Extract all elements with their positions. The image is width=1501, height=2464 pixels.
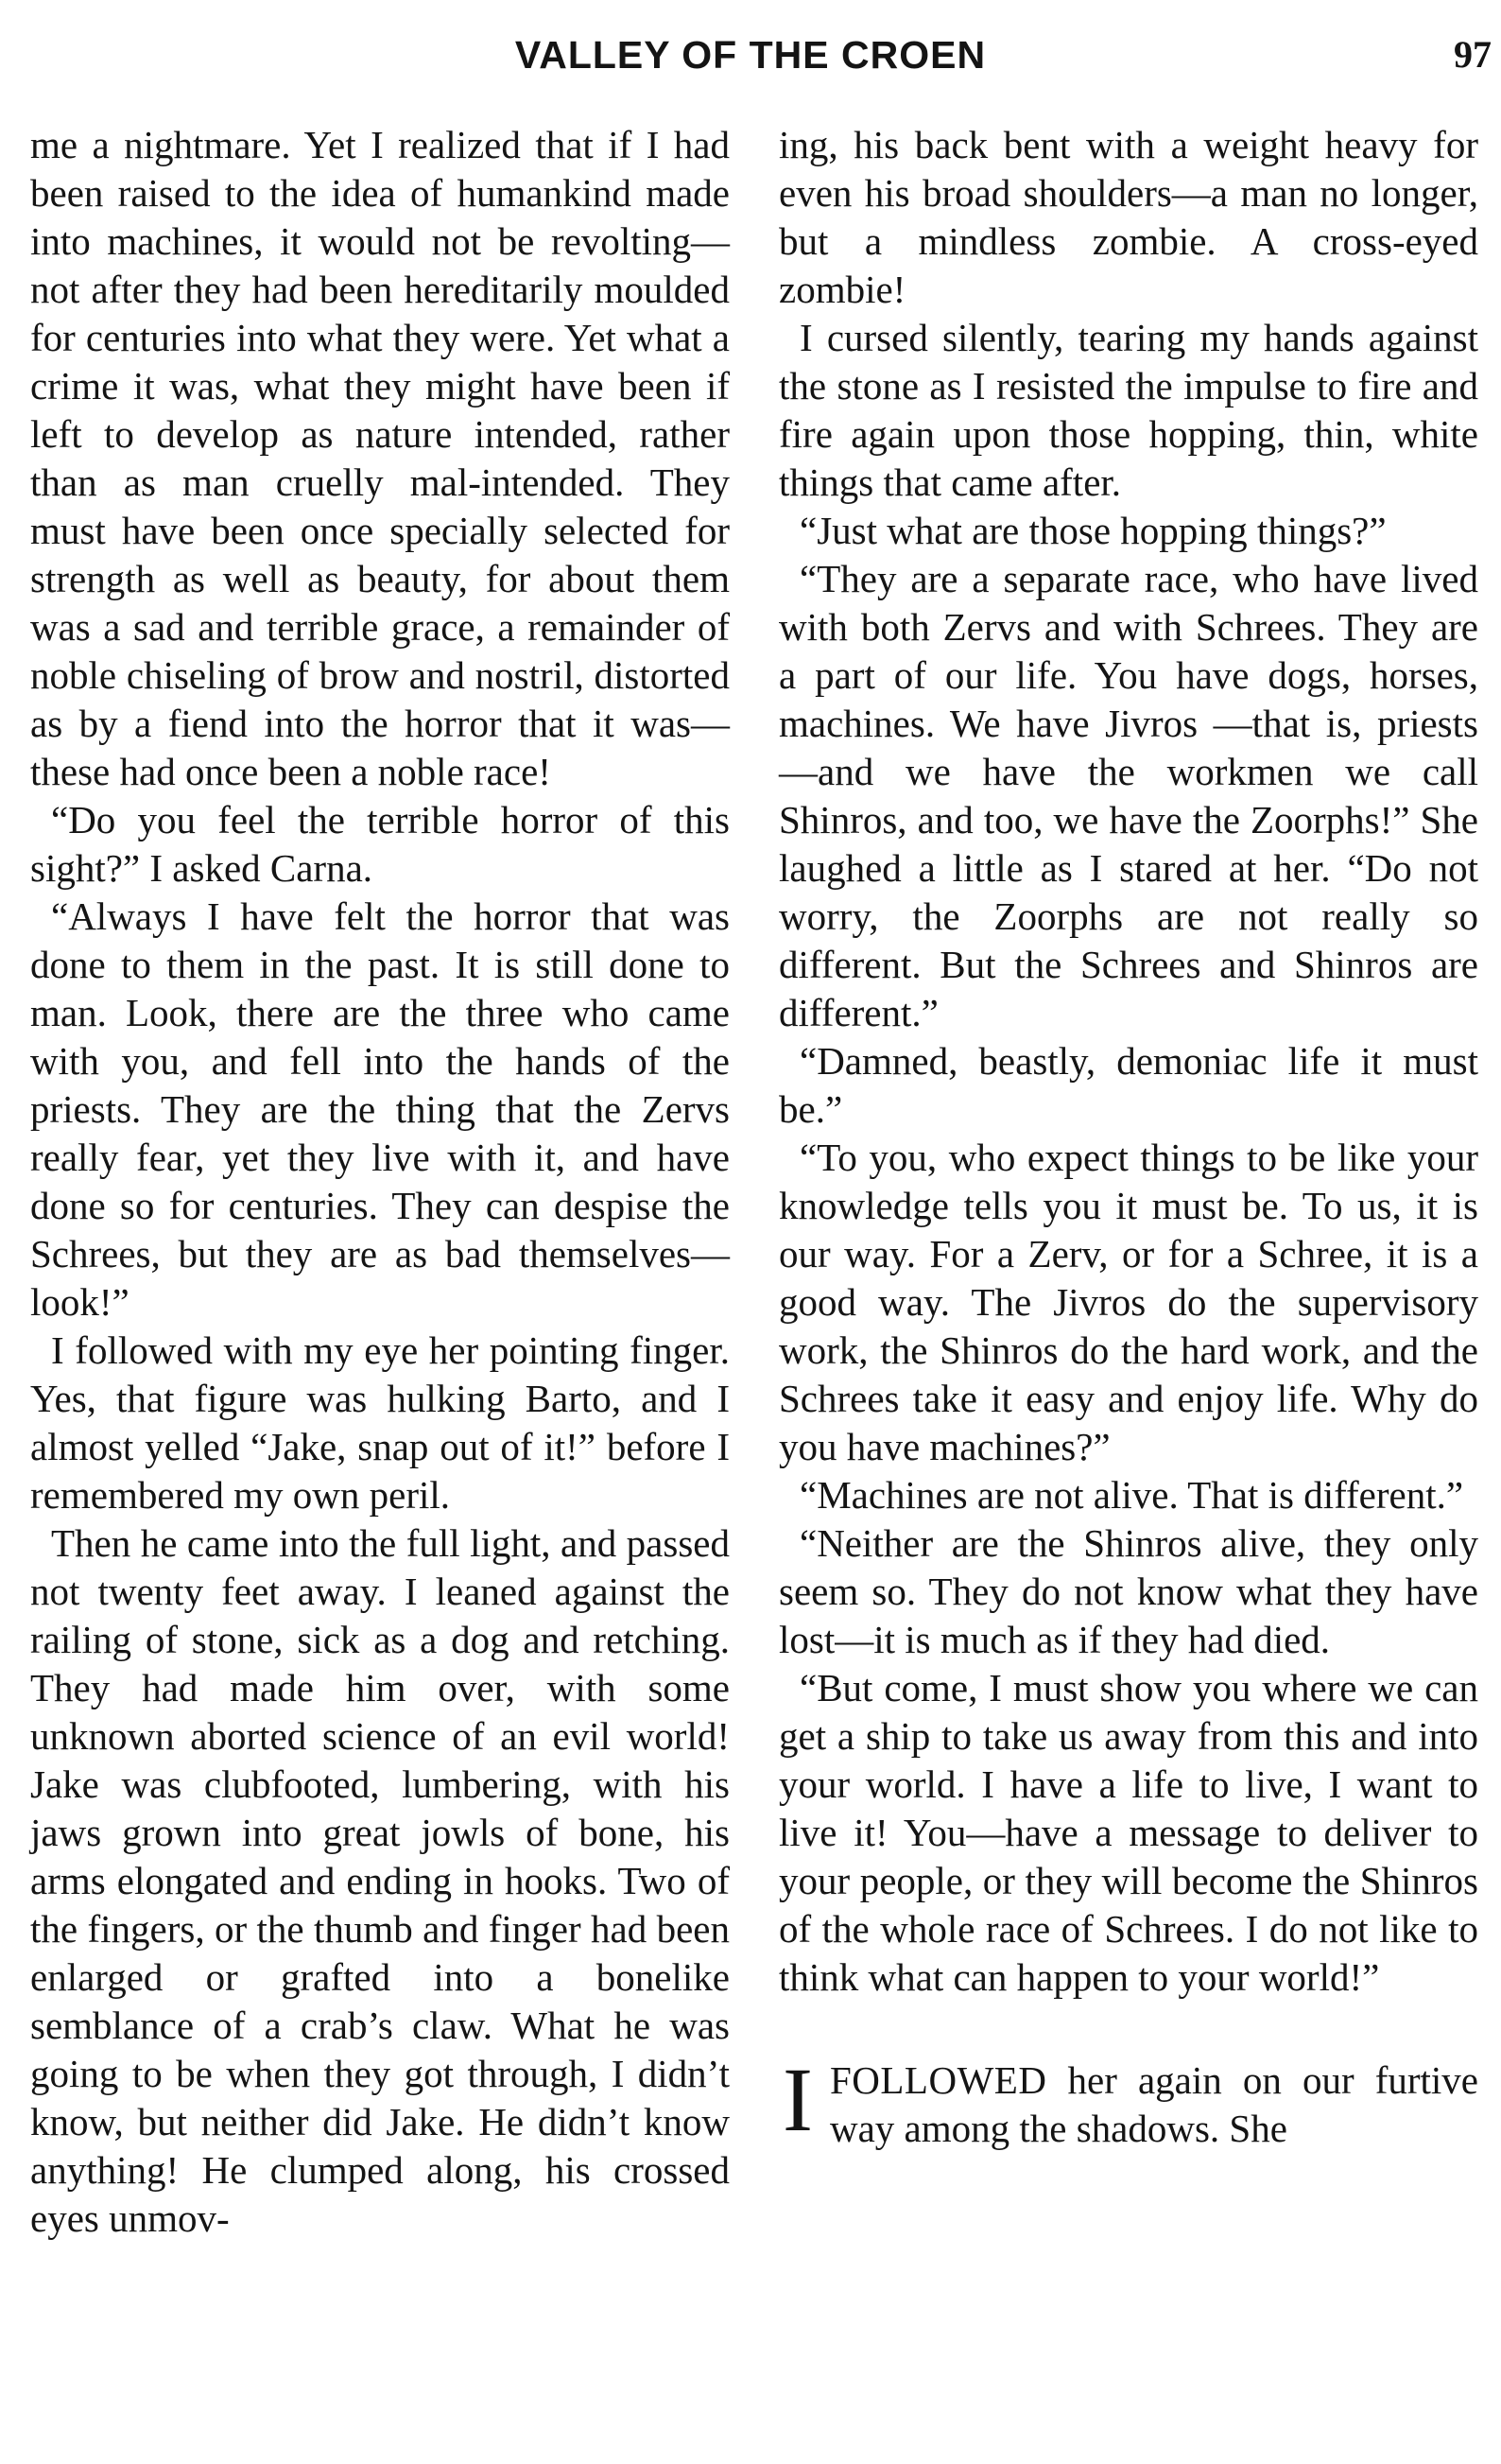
running-title: VALLEY OF THE CROEN [514,33,987,77]
paragraph-text: her again on our furtive way among the shadows. She [829,2058,1478,2150]
lead-in-caps: FOLLOWED [829,2058,1047,2102]
paragraph: “But come, I must show you where we can get a ship to take us away from this and into your world. I have a life to live, I want to live it! You—have a message to deliver to your people, or they will become the Shinros of the whole race of Schrees. I do not like to think what can happen to your world!” [779,1666,1478,1999]
left-column [30,121,730,2243]
paragraph: “They are a separate race, who have lived with both Zervs and with Schrees. They are a part of our life. You have dogs, horses, machines. We have Jivros —that is, priests—and we have the workmen we call Shinros, and too, we have the Zoorphs!” She laughed a little as I stared at her. “Do not worry, the Zoorphs are not really so different. But the Schrees and Shinros are different.” [779,557,1478,1034]
paragraph: me a nightmare. Yet I realized that if I had been raised to the idea of humankind made into machines, it would not be revolting—not after they had been hereditarily moulded for centuries into what they were. Yet what a crime it was, what they might have been if left to develop as nature intended, rather than as man cruelly mal-intended. They must have been once specially selected for strength as well as beauty, for about them was a sad and terrible grace, a remainder of noble chiseling of brow and nostril, distorted as by a fiend into the horror that it was—these had once been a noble race! [30,123,730,793]
page-header [0,26,1501,83]
page-number: 97 [1454,33,1492,76]
drop-cap: I [783,2049,813,2150]
paragraph: “Machines are not alive. That is different.” [800,1473,1464,1517]
paragraph: “Damned, beastly, demoniac life it must be.” [779,1039,1478,1131]
paragraph: Then he came into the full light, and passed not twenty feet away. I leaned against the railing of stone, sick as a dog and retching. They had made him over, with some unknown aborted science of an evil world! Jake was clubfooted, lumbering, with his jaws grown into great jowls of bone, his arms elongated and ending in hooks. Two of the fingers, or the thumb and finger had been enlarged or grafted into a bonelike semblance of a crab’s claw. What he was going to be when they got through, I didn’t know, but neither did Jake. He didn’t know anything! He clumped along, his crossed eyes unmov- [30,1521,730,2240]
paragraph: “Just what are those hopping things?” [800,509,1387,552]
right-column [779,121,1478,2153]
section-opening-paragraph [779,2049,1478,2153]
paragraph: “Always I have felt the horror that was done to them in the past. It is still done to man. Look, there are the three who came with you, and fell into the hands of the priests. They are the thing that the Zervs really fear, yet they live with it, and have done so for centuries. They can despise the Schrees, but they are as bad themselves—look!” [30,894,730,1324]
paragraph: “To you, who expect things to be like your knowledge tells you it must be. To us, it is our way. For a Zerv, or for a Schree, it is a good way. The Jivros do the supervisory work, the Shinros do the hard work, and the Schrees take it easy and enjoy life. Why do you have machines?” [779,1136,1478,1468]
paragraph: “Do you feel the terrible horror of this sight?” I asked Carna. [30,798,730,890]
paragraph: I followed with my eye her pointing finger. Yes, that figure was hulking Barto, and I almost yelled “Jake, snap out of it!” before I remembered my own peril. [30,1328,730,1517]
paragraph: I cursed silently, tearing my hands against the stone as I resisted the impulse to fire and fire again upon those hopping, thin, white things that came after. [779,316,1478,504]
paragraph: ing, his back bent with a weight heavy for even his broad shoulders—a man no longer, but a mindless zombie. A cross-eyed zombie! [779,123,1478,311]
paragraph: “Neither are the Shinros alive, they only seem so. They do not know what they have lost—it is much as if they had died. [779,1521,1478,1661]
